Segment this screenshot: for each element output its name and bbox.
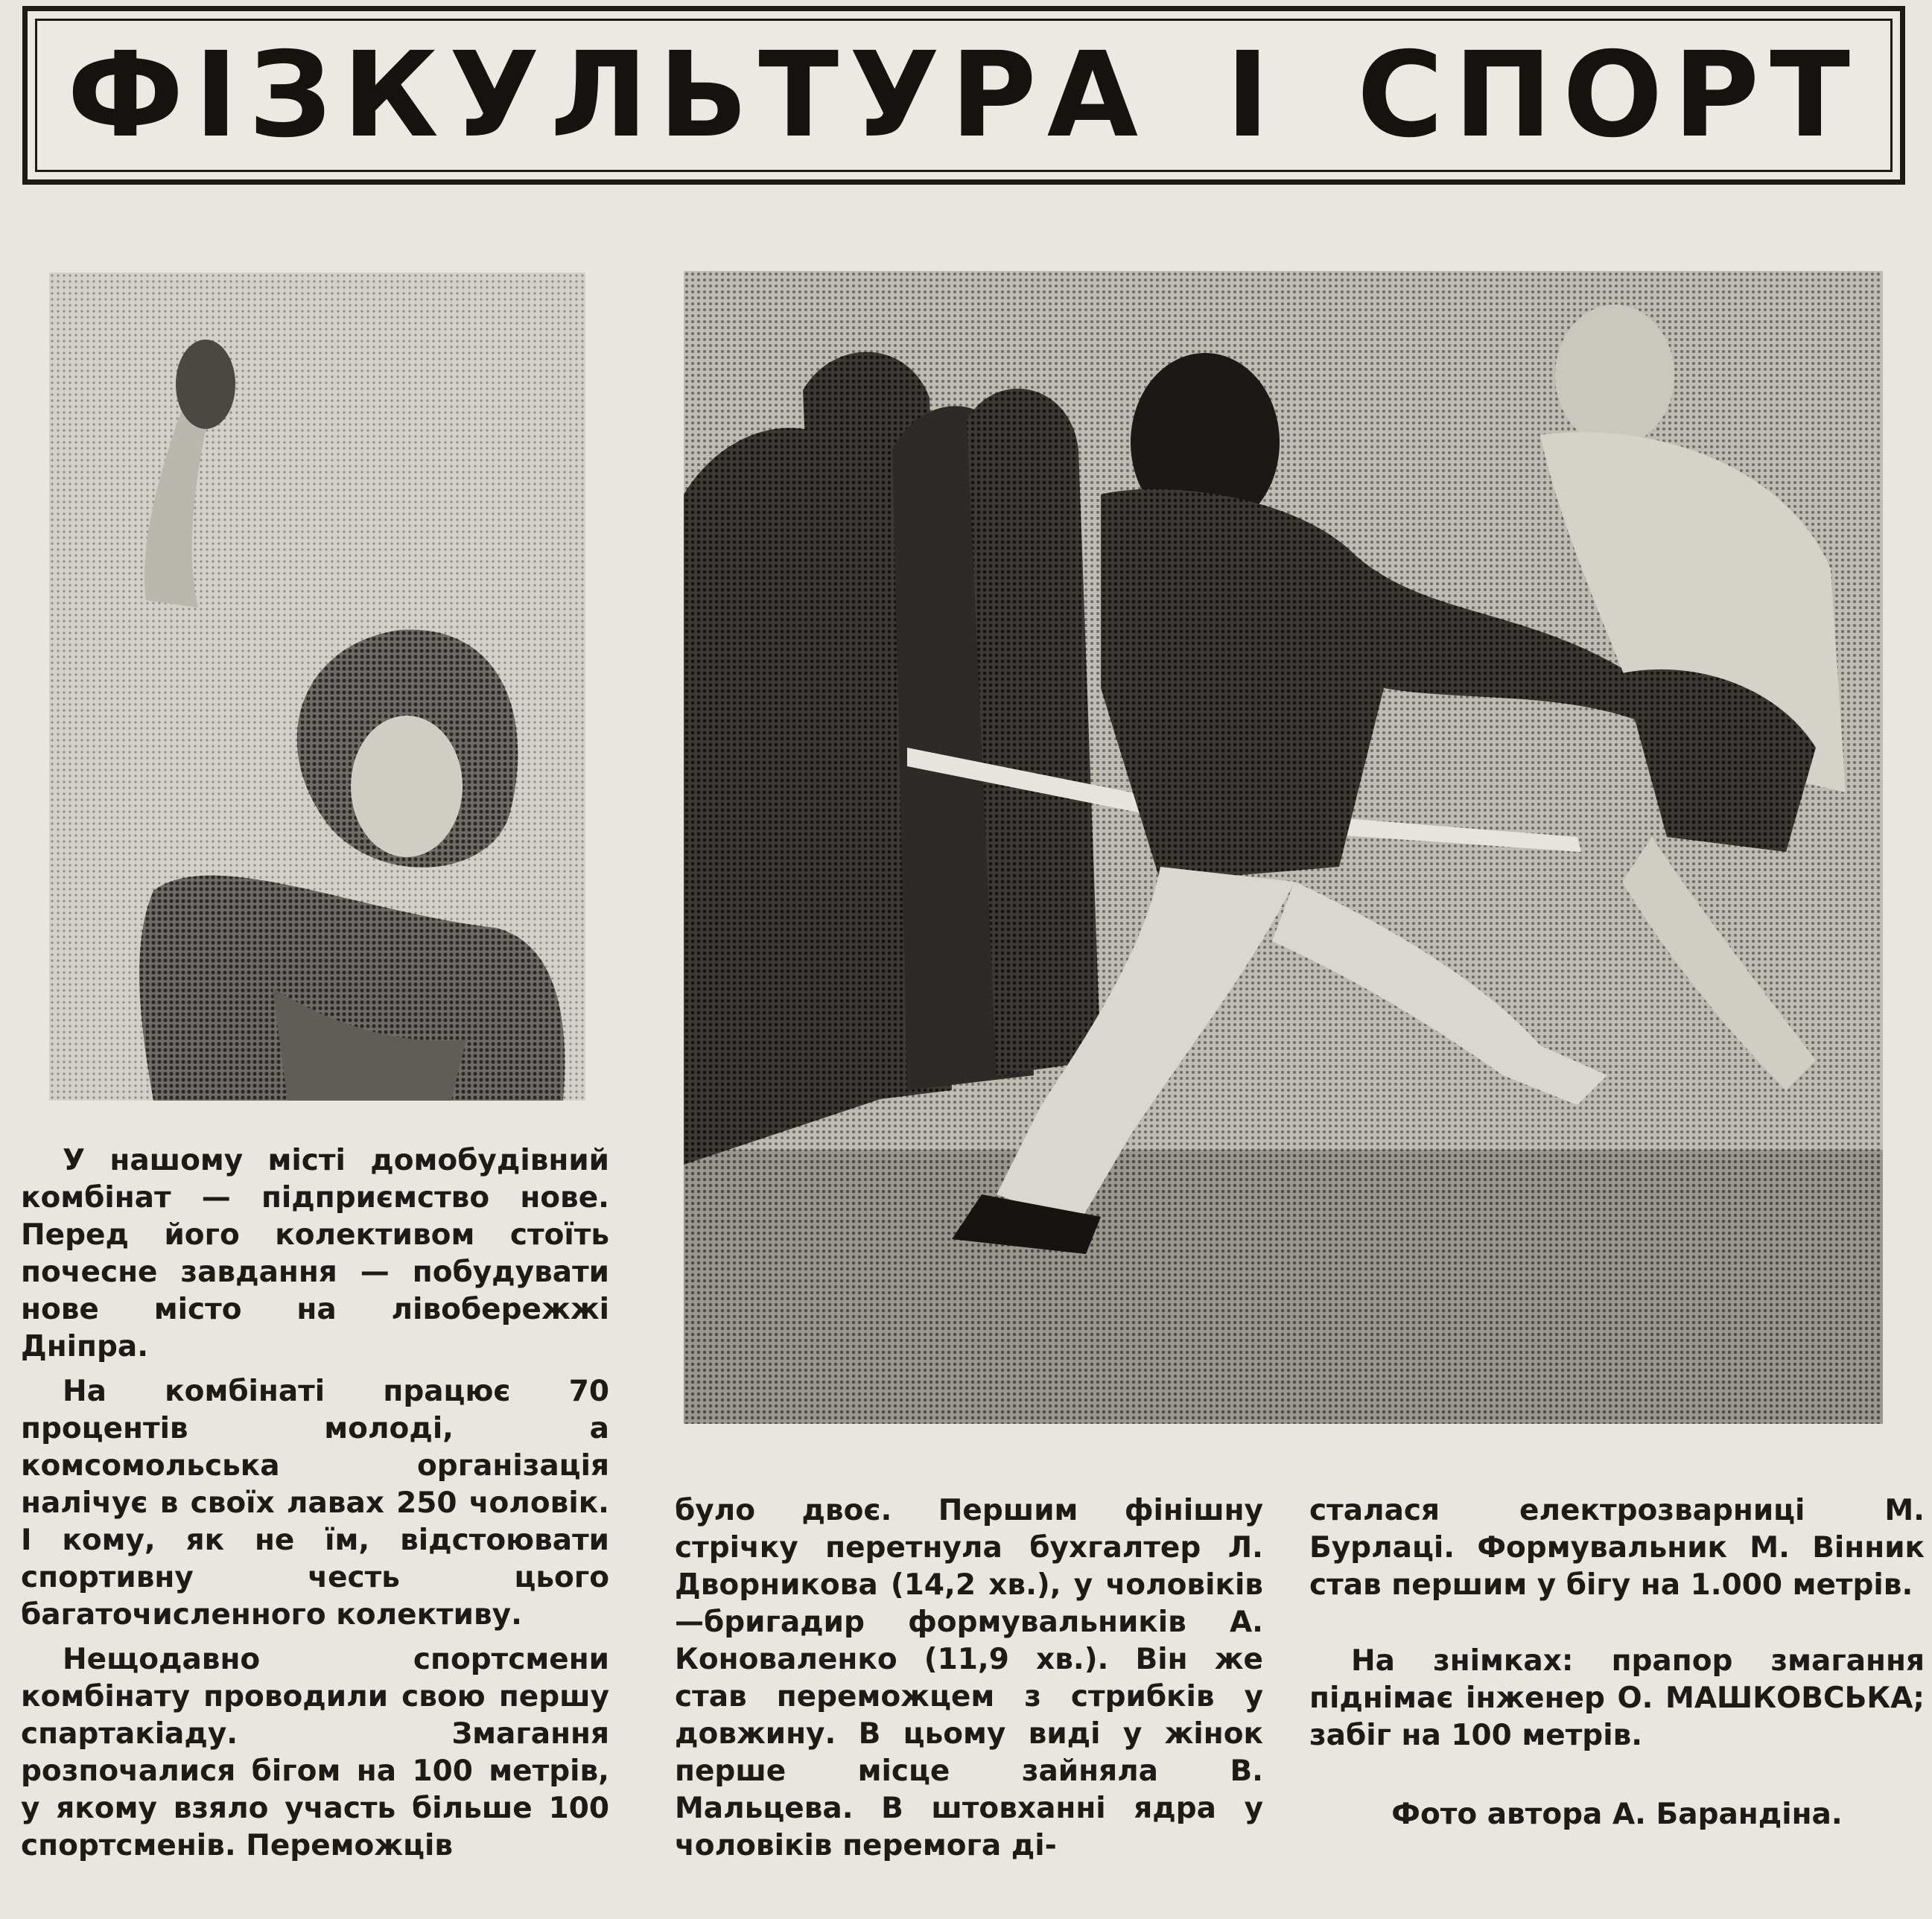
article-column-left: [21, 1142, 609, 1865]
article-paragraph-4: було двоє. Першим фінішну стрічку перетнула бухгалтер Л. Дворникова (14,2 хв.), у чоловіків—бригадир формувальників А. Коноваленко (11,9 хв.). Він же став переможцем з стрибків у довжину. В цьому виді у жінок перше місце зайняла В. Мальцева. В штовханні ядра у чоловіків перемога ді-: [675, 1494, 1263, 1862]
photo-right-image: [684, 271, 1883, 1424]
photo-caption: На знімках: прапор змагання піднімає інженер О. МАШКОВСЬКА; забіг на 100 метрів.: [1309, 1644, 1925, 1752]
photo-credit: Фото автора А. Барандіна.: [1391, 1798, 1843, 1831]
article-paragraph-3: Нещодавно спортсмени комбінату проводили свою першу спартакіаду. Змагання розпочалися бігом на 100 метрів, у якому взяло участь більше 100 спортсменів. Переможців: [21, 1643, 609, 1862]
article-column-right: [1309, 1492, 1925, 1833]
masthead-word-2: І: [1225, 27, 1280, 164]
section-masthead: [22, 6, 1905, 185]
masthead-word-3: СПОРТ: [1356, 27, 1860, 164]
masthead-inner-frame: [35, 19, 1893, 172]
article-paragraph-2: На комбінаті працює 70 процентів молоді, а комсомольська організація налічує в своїх лавах 250 чоловік. І кому, як не їм, відстоювати спортивну честь цього багаточисленного колективу.: [21, 1375, 609, 1632]
article-paragraph-1: У нашому місті домобудівний комбінат — підприємство нове. Перед його колективом стоїть почесне завдання — побудувати нове місто на лівобережжі Дніпра.: [21, 1144, 609, 1363]
article-column-middle: [675, 1492, 1263, 1865]
photo-sprinters-finish-line: [684, 271, 1883, 1424]
masthead-word-1: ФІЗКУЛЬТУРА: [67, 27, 1149, 164]
photo-woman-raising-flag: [49, 273, 585, 1101]
photo-left-image: [49, 273, 585, 1101]
article-paragraph-5: сталася електрозварниці М. Бурлаці. Формувальник М. Вінник став першим у бігу на 1.000 метрів.: [1309, 1494, 1925, 1602]
